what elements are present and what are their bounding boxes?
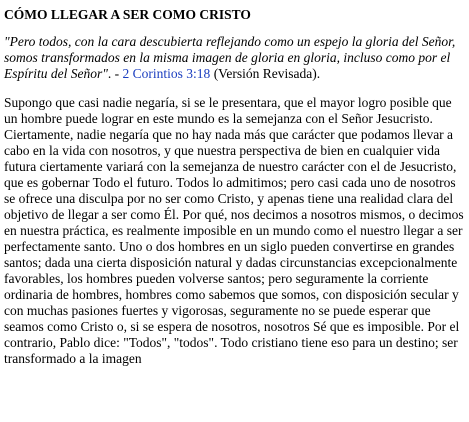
article-title: CÓMO LLEGAR A SER COMO CRISTO (4, 7, 251, 22)
quote-version: (Versión Revisada). (210, 66, 321, 81)
quote-text: "Pero todos, con la cara descubierta reflejando como un espejo la gloria del Señor, somos transformados en la misma imagen de gloria en gloria, incluso como por el Espíritu del Señor" (4, 34, 456, 81)
scripture-quote (4, 34, 466, 82)
scripture-reference-link[interactable]: 2 Corintios 3:18 (122, 66, 211, 81)
body-paragraph: Supongo que casi nadie negaría, si se le presentara, que el mayor logro posible que un hombre puede lograr en este mundo es la semejanza con el Señor Jesucristo. Ciertamente, nadie negaría que no hay nada más que carácter que podamos llevar a cabo en la vida con nosotros, y que nuestra perspectiva de bien en cualquier vida futura ciertamente variará con la semejanza de nuestro carácter con el de Jesucristo, que es gobernar Todo el futuro. Todos lo admitimos; pero casi cada uno de nosotros se ofrece una disculpa por no ser como Cristo, y apenas tiene una realidad clara del objetivo de llegar a ser como Él. Por qué, nos decimos a nosotros mismos, o decimos en nuestra práctica, es realmente imposible en un mundo como el nuestro llegar a ser perfectamente santo. Uno o dos hombres en un siglo pueden convertirse en grandes santos; dada una cierta disposición natural y dadas circunstancias excepcionalmente favorables, los hombres pueden volverse santos; pero seguramente la corriente ordinaria de hombres, hombres como sabemos que somos, con disposición secular y con muchas pasiones fuertes y vigorosas, seguramente no se puede esperar que seamos como Cristo o, si se espera de nosotros, nosotros Sé que es imposible. Por el contrario, Pablo dice: "Todos", "todos". Todo cristiano tiene eso para un destino; ser transformado a la imagen (4, 95, 464, 366)
article (4, 7, 466, 367)
quote-separator: . - (107, 66, 123, 81)
